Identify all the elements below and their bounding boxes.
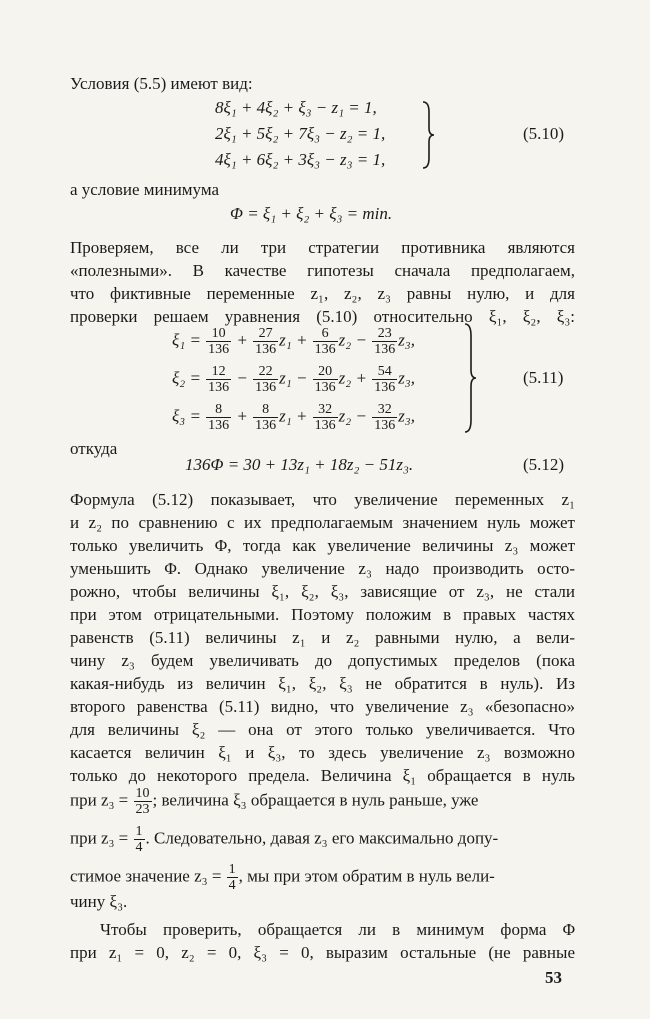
eq-512: 136Φ = 30 + 13z₁ + 18z₂ − 51z₃.: [185, 455, 414, 474]
fraction: $\frac{10}{136}$: [208, 326, 230, 357]
para1-line-1: Проверяем, все ли три стратегии противника являются: [70, 238, 575, 257]
fraction: $\frac{1}{4}$: [228, 862, 236, 893]
eq-510-row-3: 4ξ₁ + 6ξ₂ + 3ξ₃ − z₃ = 1,: [215, 150, 386, 169]
fraction: $\frac{22}{136}$: [255, 364, 277, 395]
fraction: $\frac{32}{136}$: [314, 402, 336, 433]
para2-line-6: при этом отрицательными. Поэтому положим в правых частях: [70, 605, 575, 624]
eq-511-number: (5.11): [523, 368, 564, 387]
right-brace-511: [462, 322, 478, 434]
right-brace-510: [420, 100, 436, 170]
para2-line-12: касается величин ξ₁ и ξ₃, то здесь увеличение z₃ возможно: [70, 743, 575, 762]
eq-510-row-1: 8ξ₁ + 4ξ₂ + ξ₃ − z₁ = 1,: [215, 98, 377, 117]
fraction: $\frac{32}{136}$: [374, 402, 396, 433]
para2-line-2: и z₂ по сравнению с их предполагаемым значением нуль может: [70, 513, 575, 532]
para2-line-9: какая-нибудь из величин ξ₁, ξ₂, ξ₃ не обратится в нуль). Из: [70, 674, 575, 693]
eq-511-lhs: ξ₁ =: [172, 330, 201, 350]
whence-line: откуда: [70, 439, 118, 458]
minimum-intro: а условие минимума: [70, 180, 220, 199]
fraction: $\frac{8}{136}$: [208, 402, 230, 433]
fraction: $\frac{8}{136}$: [255, 402, 277, 433]
frac-line-3: стимое значение z₃ = $\frac{1}{4}$ , мы при этом обратим в нуль вели-: [70, 862, 495, 893]
eq-511-row-2: ξ₂ = $\frac{12}{136}$ − $\frac{22}{136}$ z₁ − $\frac{20}{136}$ z₂ + $\frac{54}{136}$ z₃,: [172, 364, 415, 395]
fraction: $\frac{27}{136}$: [255, 326, 277, 357]
frac-line-1: при z₃ = $\frac{10}{23}$ ; величина ξ₃ обращается в нуль раньше, уже: [70, 786, 479, 817]
eq-512-number: (5.12): [523, 455, 565, 474]
para3-line-1: Чтобы проверить, обращается ли в минимум форма Φ: [100, 920, 575, 939]
fraction: $\frac{10}{23}$: [135, 786, 150, 817]
para2-line-11: для величины ξ₂ — она от этого только увеличивается. Что: [70, 720, 575, 739]
fraction: $\frac{20}{136}$: [314, 364, 336, 395]
para1-line-4: проверки решаем уравнения (5.10) относительно ξ₁, ξ₂, ξ₃:: [70, 307, 575, 326]
para1-line-2: «полезными». В качестве гипотезы сначала предполагаем,: [70, 261, 575, 280]
eq-511-row-3: ξ₃ = $\frac{8}{136}$ + $\frac{8}{136}$ z₁ + $\frac{32}{136}$ z₂ − $\frac{32}{136}$ z₃,: [172, 402, 415, 433]
intro-line: Условия (5.5) имеют вид:: [70, 74, 253, 93]
frac-line-4: чину ξ₃.: [70, 892, 128, 911]
eq-511-lhs: ξ₃ =: [172, 406, 201, 426]
frac-line-2: при z₃ = $\frac{1}{4}$ . Следовательно, давая z₃ его максимально допу-: [70, 824, 499, 855]
fraction: $\frac{6}{136}$: [314, 326, 336, 357]
eq-510-row-2: 2ξ₁ + 5ξ₂ + 7ξ₃ − z₂ = 1,: [215, 124, 386, 143]
para2-line-3: только увеличить Φ, тогда как увеличение величины z₃ может: [70, 536, 575, 555]
para2-line-8: чину z₃ будем увеличивать до допустимых пределов (пока: [70, 651, 575, 670]
eq-511-lhs: ξ₂ =: [172, 368, 201, 388]
para3-line-2: при z₁ = 0, z₂ = 0, ξ₃ = 0, выразим остальные (не равные: [70, 943, 575, 962]
minimum-equation: Φ = ξ₁ + ξ₂ + ξ₃ = min.: [230, 204, 393, 223]
eq-510-number: (5.10): [523, 124, 565, 143]
para2-line-10: второго равенства (5.11) видно, что увеличение z₃ «безопасно»: [70, 697, 575, 716]
para2-line-1: Формула (5.12) показывает, что увеличение переменных z₁: [70, 490, 575, 509]
para2-line-4: уменьшить Φ. Однако увеличение z₃ надо производить осто-: [70, 559, 575, 578]
para2-line-7: равенств (5.11) величины z₁ и z₂ равными нулю, а вели-: [70, 628, 575, 647]
fraction: $\frac{54}{136}$: [374, 364, 396, 395]
para2-line-5: рожно, чтобы величины ξ₁, ξ₂, ξ₃, зависящие от z₃, не стали: [70, 582, 575, 601]
fraction: $\frac{12}{136}$: [208, 364, 230, 395]
para1-line-3: что фиктивные переменные z₁, z₂, z₃ равны нулю, и для: [70, 284, 575, 303]
fraction: $\frac{1}{4}$: [135, 824, 143, 855]
fraction: $\frac{23}{136}$: [374, 326, 396, 357]
eq-511-row-1: ξ₁ = $\frac{10}{136}$ + $\frac{27}{136}$ z₁ + $\frac{6}{136}$ z₂ − $\frac{23}{136}$ z₃,: [172, 326, 415, 357]
page-number: 53: [545, 968, 562, 987]
para2-line-13: только до некоторого предела. Величина ξ₁ обращается в нуль: [70, 766, 575, 785]
